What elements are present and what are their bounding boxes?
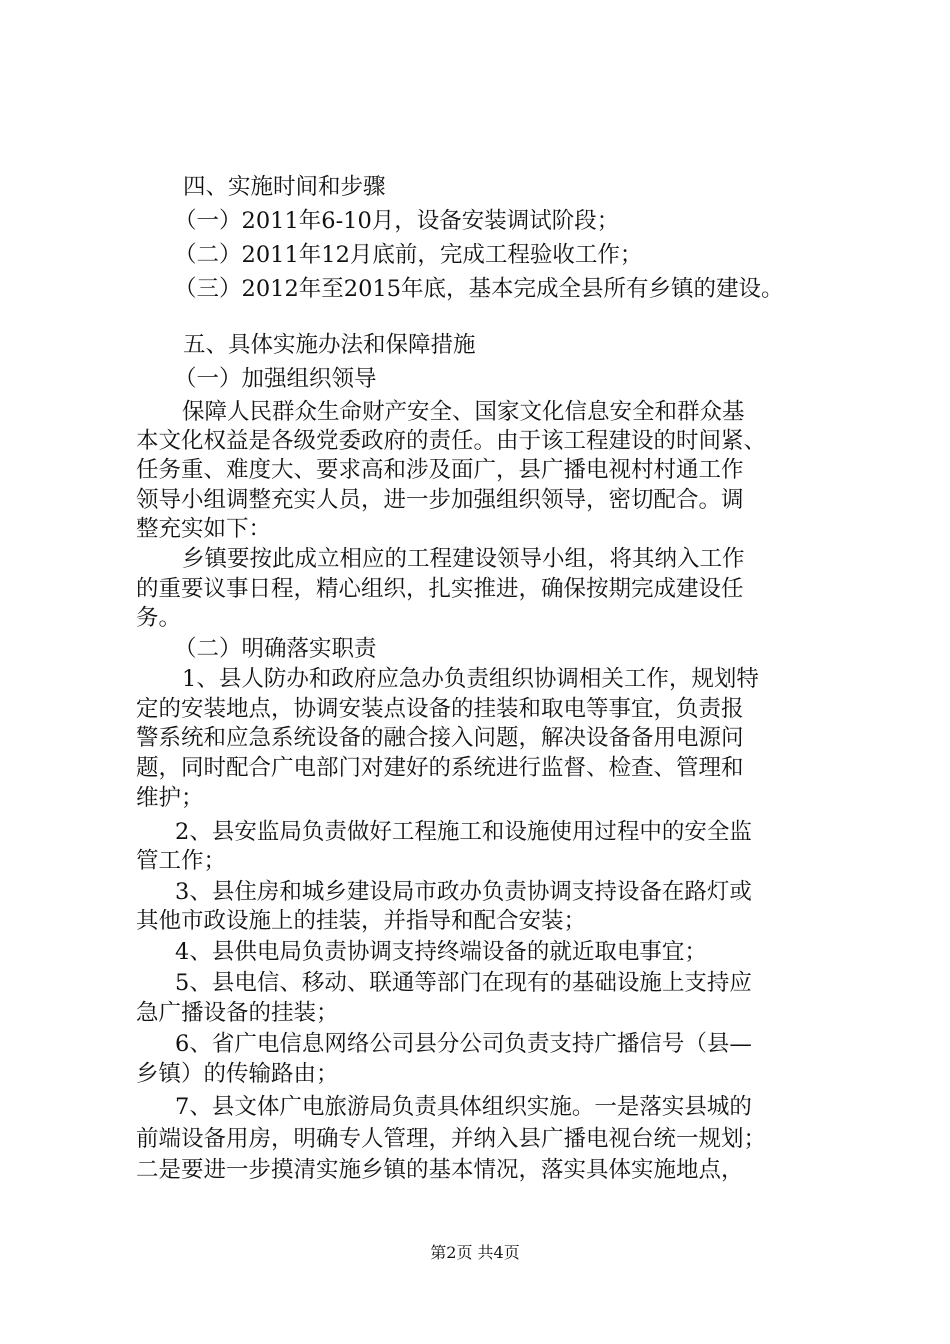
schedule-item: （一）2011年6-10月，设备安装调试阶段； xyxy=(174,208,620,234)
paragraph-line: 前端设备用房，明确专人管理，并纳入县广播电视台统一规划； xyxy=(136,1126,767,1152)
paragraph-line: 1、县人防办和政府应急办负责组织协调相关工作，规划特 xyxy=(182,666,759,692)
paragraph-line: 维护； xyxy=(136,785,204,811)
paragraph-line: 警系统和应急系统设备的融合接入问题，解决设备备用电源问 xyxy=(136,725,744,751)
paragraph-line: 4、县供电局负责协调支持终端设备的就近取电事宜； xyxy=(175,939,707,965)
paragraph-line: 乡镇要按此成立相应的工程建设领导小组，将其纳入工作 xyxy=(182,546,745,572)
paragraph-line: 整充实如下： xyxy=(136,516,272,542)
paragraph-line: 务。 xyxy=(136,605,182,631)
subsection-heading: （一）加强组织领导 xyxy=(174,366,377,392)
paragraph-line: 的重要议事日程，精心组织，扎实推进，确保按期完成建设任 xyxy=(136,576,744,602)
paragraph-line: 2、县安监局负责做好工程施工和设施使用过程中的安全监 xyxy=(175,819,752,845)
section-heading: 五、具体实施办法和保障措施 xyxy=(183,332,476,358)
paragraph-line: 5、县电信、移动、联通等部门在现有的基础设施上支持应 xyxy=(175,970,752,996)
paragraph-line: 本文化权益是各级党委政府的责任。由于该工程建设的时间紧、 xyxy=(136,428,767,454)
paragraph-line: 定的安装地点，协调安装点设备的挂装和取电等事宜，负责报 xyxy=(136,696,744,722)
paragraph-line: 其他市政设施上的挂装，并指导和配合安装； xyxy=(136,908,587,934)
paragraph-line: 7、县文体广电旅游局负责具体组织实施。一是落实县城的 xyxy=(175,1094,752,1120)
schedule-item: （三）2012年至2015年底，基本完成全县所有乡镇的建设。 xyxy=(174,276,784,302)
paragraph-line: 保障人民群众生命财产安全、国家文化信息安全和群众基 xyxy=(182,399,745,425)
paragraph-line: 乡镇）的传输路由； xyxy=(136,1061,339,1087)
paragraph-line: 管工作； xyxy=(136,848,227,874)
paragraph-line: 领导小组调整充实人员，进一步加强组织领导，密切配合。调 xyxy=(136,487,744,513)
subsection-heading: （二）明确落实职责 xyxy=(174,636,377,662)
paragraph-line: 任务重、难度大、要求高和涉及面广，县广播电视村村通工作 xyxy=(136,457,744,483)
paragraph-line: 6、省广电信息网络公司县分公司负责支持广播信号（县— xyxy=(175,1031,752,1057)
paragraph-line: 题，同时配合广电部门对建好的系统进行监督、检查、管理和 xyxy=(136,755,744,781)
paragraph-line: 急广播设备的挂装； xyxy=(136,1000,339,1026)
section-heading: 四、实施时间和步骤 xyxy=(183,174,386,200)
paragraph-line: 3、县住房和城乡建设局市政办负责协调支持设备在路灯或 xyxy=(175,879,752,905)
page-number-footer: 第2页 共4页 xyxy=(430,1243,520,1262)
schedule-item: （二）2011年12月底前，完成工程验收工作； xyxy=(174,242,643,268)
paragraph-line: 二是要进一步摸清实施乡镇的基本情况，落实具体实施地点， xyxy=(136,1157,744,1183)
